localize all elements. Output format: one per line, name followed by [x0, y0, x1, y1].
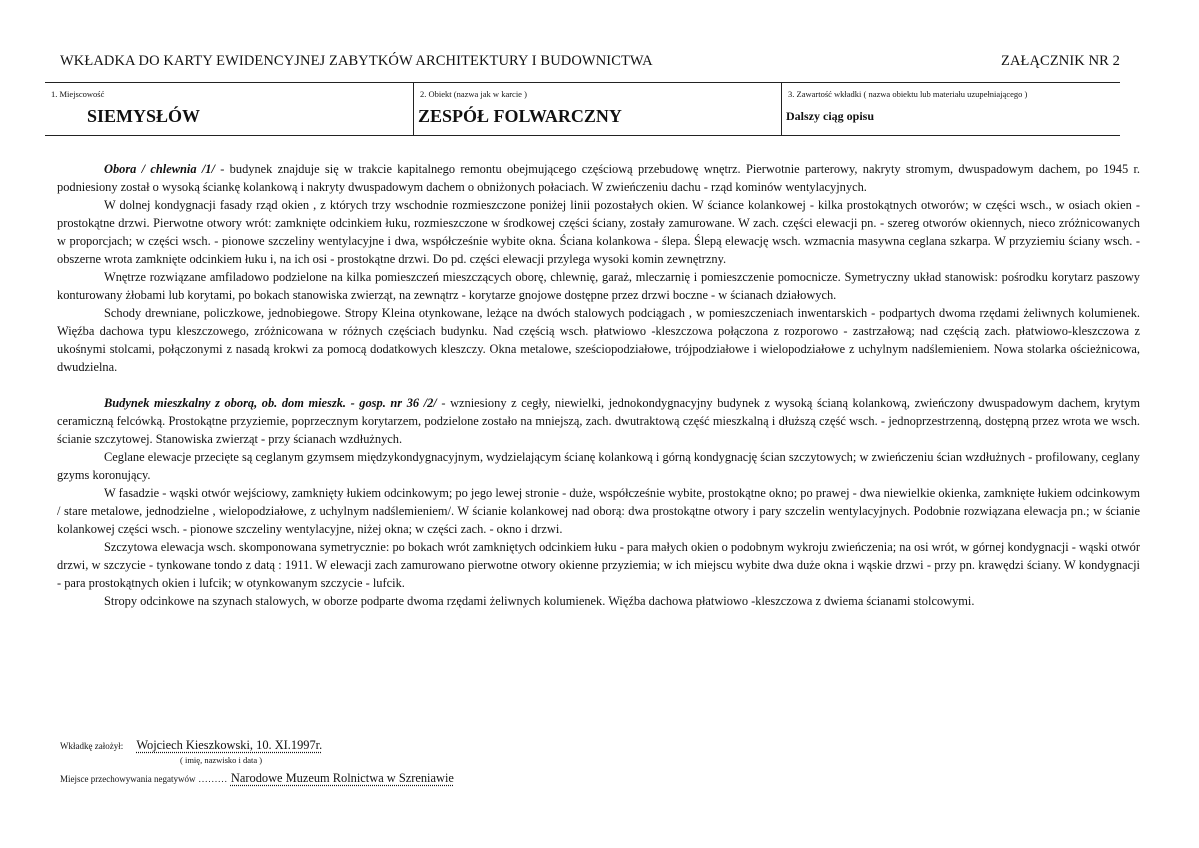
paragraph: [57, 394, 1140, 448]
locality-cell: [45, 83, 413, 135]
locality-value: SIEMYSŁÓW: [87, 106, 201, 126]
negatives-row: [60, 771, 454, 786]
founder-hint: ( imię, nazwisko i data ): [180, 755, 263, 765]
contents-label: 3. Zawartość wkładki ( nazwa obiektu lub materiału uzupełniającego ): [788, 89, 1028, 99]
paragraph: W dolnej kondygnacji fasady rząd okien , z których trzy wschodnie rozmieszczone poniżej linii pozostałych okien. W ściance kolankowej - kilka prostokątnych otworów; w części wsch., w osiach okien - prostokątne drzwi. Pierwotne otwory wrót: zamknięte odcinkiem łuku, rozmieszczone w środkowej części ściany, zostały zamurowane. W zach. części elewacji pn. - szereg otworów okiennych, nieco zróżnicowanych w proporcjach; w części wsch. - pionowe szczeliny wentylacyjne i dwa, współcześnie wybite okna. Ściana kolankowa - ślepa. Ślepą elewację wsch. wzmacnia masywna ceglana szkarpa. W przyziemiu ściany wsch. - obszerne wrota zamknięte odcinkiem łuku i, na ich osi - prostokątne drzwi. Do pd. części elewacji przylega wysoki komin zewnętrzny.: [57, 198, 1140, 266]
paragraph-text: - wzniesiony z cegły, niewielki, jednokondygnacyjny budynek z wysoką ścianą kolankową, zwieńczony dwuspadowym dachem, krytym ceramiczną felcówką. Prostokątne przyziemie, poprzecznym korytarzem, podzielone zostało na mniejszą, zach. dwutraktową część mieszkalną i dłuższą część wsch. - jednoprzestrzenną, dostępną przez wrota we wsch. ścianie szczytowej. Stanowiska zwierząt - przy ścianach wzdłużnych.: [57, 396, 1141, 446]
paragraph: W fasadzie - wąski otwór wejściowy, zamknięty łukiem odcinkowym; po jego lewej stronie - duże, współcześnie wybite, prostokątne okno; po prawej - dwa niewielkie okienka, zamknięte łukiem odcinkowym / stare metalowe, jednodzielne , wielopodziałowe, z uchylnym nadślemieniem/. W ścianie kolankowej nad oborą: dwa prostokątne otwory i pary szczelin wentylacyjnych. Podobnie rozwiązana elewacja pn.; w ścianie kolankowej części wsch. - pionowe szczeliny wentylacyjne, niżej okna; w części zach. - okno i drzwi.: [57, 486, 1140, 536]
object-cell: [413, 83, 781, 135]
founder-label: Wkładkę założył:: [60, 741, 124, 751]
contents-cell: [781, 83, 1120, 135]
section-heading-barn: Obora / chlewnia /1/: [104, 162, 215, 176]
negatives-dots: .........: [198, 774, 228, 784]
negatives-value: Narodowe Muzeum Rolnictwa w Szreniawie: [230, 771, 454, 785]
paragraph: [57, 160, 1140, 196]
founder-value: Wojciech Kieszkowski, 10. XI.1997r.: [136, 738, 323, 752]
object-value: ZESPÓŁ FOLWARCZNY: [418, 106, 622, 126]
founder-row: [60, 738, 322, 753]
locality-label: 1. Miejscowość: [51, 89, 105, 99]
page-header: [60, 53, 1120, 75]
paragraph: Stropy odcinkowe na szynach stalowych, w oborze podparte dwoma rzędami żeliwnych kolumienek. Więźba dachowa płatwiowo -kleszczowa z dwiema ścianami stolcowymi.: [104, 594, 975, 608]
description-body: [57, 160, 1140, 610]
section-heading-house: Budynek mieszkalny z oborą, ob. dom mieszk. - gosp. nr 36 /2/: [104, 396, 437, 410]
negatives-label: Miejsce przechowywania negatywów: [60, 774, 196, 784]
paragraph: Szczytowa elewacja wsch. skomponowana symetrycznie: po bokach wrót zamkniętych odcinkiem łuku - para małych okien o podobnym wykroju zwieńczenia; na osi wrót, w górnej kondygnacji - wąski otwór drzwi, w szczycie - tynkowane tondo z datą : 1911. W elewacji zach zamurowano pierwotne otwory okienne przyziemia; w ich miejscu wybite dwa duże okna i wąskie drzwi - przy pn. krawędzi ściany. W kondygnacji - para prostokątnych okien i lufcik; w otynkowanym szczycie - lufcik.: [57, 540, 1140, 590]
form-title: WKŁADKA DO KARTY EWIDENCYJNEJ ZABYTKÓW ARCHITEKTURY I BUDOWNICTWA: [60, 53, 653, 69]
object-label: 2. Obiekt (nazwa jak w karcie ): [420, 89, 527, 99]
paragraph: Ceglane elewacje przecięte są ceglanym gzymsem międzykondygnacyjnym, wydzielającym ścianę kolankową i górną kondygnację ścian szczytowych; w zwieńczeniu ścian wzdłużnych - profilowany, ceglany gzyms koronujący.: [57, 450, 1140, 482]
info-table: [45, 82, 1120, 136]
contents-value: Dalszy ciąg opisu: [786, 109, 875, 123]
annex-number: ZAŁĄCZNIK NR 2: [1001, 53, 1120, 69]
paragraph: Wnętrze rozwiązane amfiladowo podzielone na kilka pomieszczeń mieszczących oborę, chlewnię, garaż, mleczarnię i pomieszczenie pomocnicze. Symetryczny układ stanowisk: pośrodku korytarz paszowy konturowany żłobami lub korytami, po bokach stanowiska zwierząt, na zewnątrz - korytarze gnojowe dostępne przez drzwi boczne - w ścianach działowych.: [57, 270, 1140, 302]
paragraph-text: - budynek znajduje się w trakcie kapitalnego remontu obejmującego częściową przebudowę wnętrz. Pierwotnie parterowy, nakryty stromym, dwuspadowym dachem, po 1945 r. podniesiony został o wysoką ściankę kolankową i nakryty dwuspadowym dachem o obniżonych połaciach. W zwieńczeniu dachu - rząd kominów wentylacyjnych.: [57, 162, 1140, 194]
paragraph: Schody drewniane, policzkowe, jednobiegowe. Stropy Kleina otynkowane, leżące na dwóch stalowych podciągach , w pomieszczeniach inwentarskich - podpartych dwoma rzędami żeliwnych kolumienek. Więźba dachowa typu kleszczowego, zróżnicowana w różnych częściach budynku. Nad częścią wsch. płatwiowo -kleszczowa połączona z rozporowo - zastrzałową; nad częścią zach. płatwiowo-kleszczowa z ukośnymi stolcami, połączonymi z nasadą krokwi za pomocą dodatkowych kleszczy. Okna metalowe, sześciopodziałowe, trójpodziałowe i wielopodziałowe z uchylnym nadślemieniem. Nowa stolarka ościeżnicowa, dwudzielna.: [57, 306, 1140, 374]
